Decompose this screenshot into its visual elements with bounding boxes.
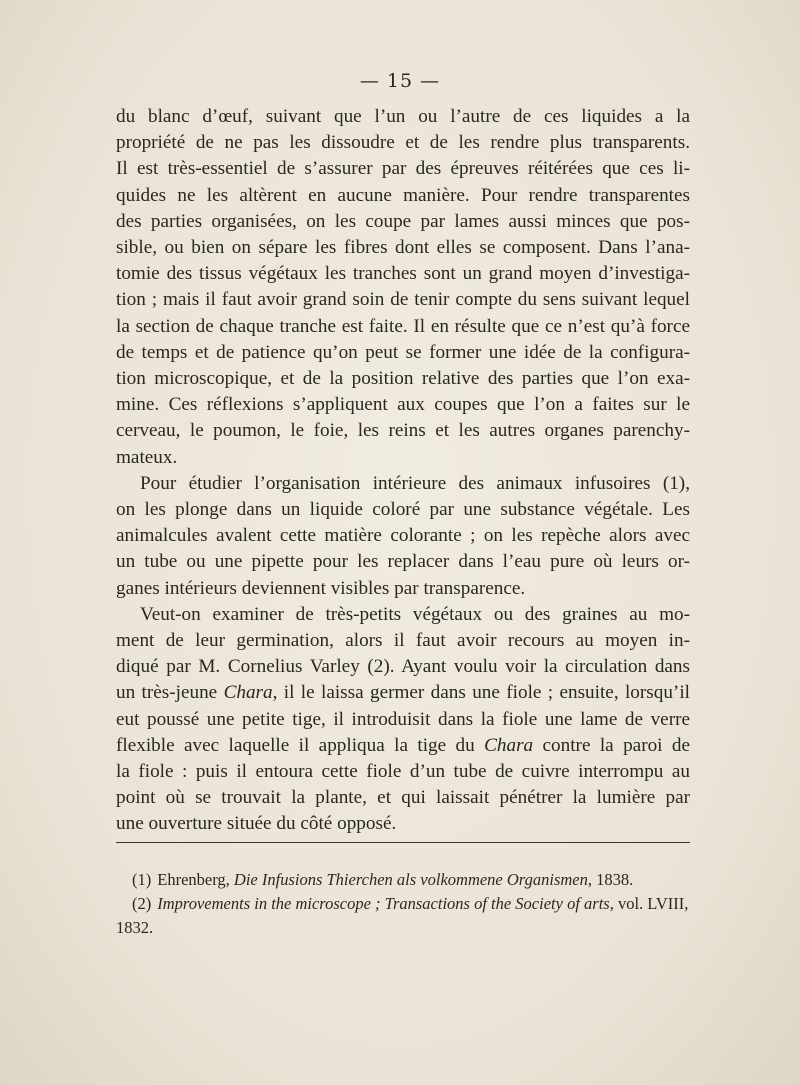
text-line: la fiole : puis il entoura cette fiole d’un tube de cuivre interrompu au [116, 761, 690, 783]
text-line: diqué par M. Cornelius Varley (2). Ayant voulu voir la circulation dans [116, 656, 690, 678]
text-line: un tube ou une pipette pour les replacer dans l’eau pure où leurs or- [116, 551, 690, 573]
text-line: eut poussé une petite tige, il introduisit dans la fiole une lame de verre [116, 708, 690, 730]
body-text [116, 104, 690, 838]
genus-name: Chara [484, 734, 534, 756]
text-line: la section de chaque tranche est faite. Il en résulte que ce n’est qu’à force [116, 315, 690, 337]
footnote-author: Ehrenberg, [157, 870, 230, 889]
text-line: Pour étudier l’organisation intérieure des animaux infusoires (1), [140, 472, 690, 494]
text-line: un très-jeune Chara, il le laissa germer dans une fiole ; ensuite, lorsqu’il [116, 682, 690, 704]
paragraph-3 [116, 602, 690, 838]
text-line: ment de leur germination, alors il faut avoir recours au moyen in- [116, 630, 690, 652]
paragraph-2 [116, 471, 690, 602]
text-line: quides ne les altèrent en aucune manière. Pour rendre transparentes [116, 184, 690, 206]
text-line: Veut-on examiner de très-petits végétaux ou des graines au mo- [140, 603, 690, 625]
footnotes [116, 868, 690, 940]
text-line: mine. Ces réflexions s’appliquent aux coupes que l’on a faites sur le [116, 394, 690, 416]
text-line: propriété de ne pas les dissoudre et de les rendre plus transparents. [116, 132, 690, 154]
footnote-title: Improvements in the microscope ; Transactions of the Society of arts [157, 894, 610, 913]
footnote-tail: , 1838. [587, 870, 634, 889]
text-line: une ouverture située du côté opposé. [116, 813, 397, 835]
text-line: flexible avec laquelle il appliqua la tige du Chara contre la paroi de [116, 734, 690, 756]
text-line: de temps et de patience qu’on peut se former une idée de la configura- [116, 341, 690, 363]
footnote-mark: (1) [132, 870, 152, 889]
page-number: — 15 — [359, 70, 441, 92]
text-line: Il est très-essentiel de s’assurer par des épreuves réitérées que ces li- [116, 158, 690, 180]
footnote-1 [116, 868, 690, 892]
text-line: point où se trouvait la plante, et qui laissait pénétrer la lumière par [116, 787, 690, 809]
paragraph-1 [116, 104, 690, 471]
footnote-title: Die Infusions Thierchen als volkommene Organismen [233, 870, 588, 889]
text-line: tomie des tissus végétaux les tranches sont un grand moyen d’investiga- [116, 263, 690, 285]
text-line: cerveau, le poumon, le foie, les reins et les autres organes parenchy- [116, 420, 690, 442]
footnote-2-continuation: 1832. [116, 918, 154, 937]
text-line: ganes intérieurs deviennent visibles par transparence. [116, 577, 526, 599]
footnote-2 [116, 892, 690, 916]
footnote-tail: , vol. LVIII, [609, 894, 689, 913]
text-line: tion microscopique, et de la position relative des parties que l’on exa- [116, 368, 690, 390]
text-line: mateux. [116, 446, 178, 468]
footnote-divider [116, 842, 690, 843]
genus-name: Chara [223, 682, 273, 704]
text-line: sible, ou bien on sépare les fibres dont elles se composent. Dans l’ana- [116, 237, 690, 259]
text-line: des parties organisées, on les coupe par lames aussi minces que pos- [116, 210, 690, 232]
footnote-mark: (2) [132, 894, 152, 913]
text-line: animalcules avalent cette matière colorante ; on les repèche alors avec [116, 525, 690, 547]
text-line: du blanc d’œuf, suivant que l’un ou l’autre de ces liquides a la [116, 106, 690, 127]
text-line: on les plonge dans un liquide coloré par une substance végétale. Les [116, 499, 690, 521]
text-line: tion ; mais il faut avoir grand soin de tenir compte du sens suivant lequel [116, 289, 690, 311]
